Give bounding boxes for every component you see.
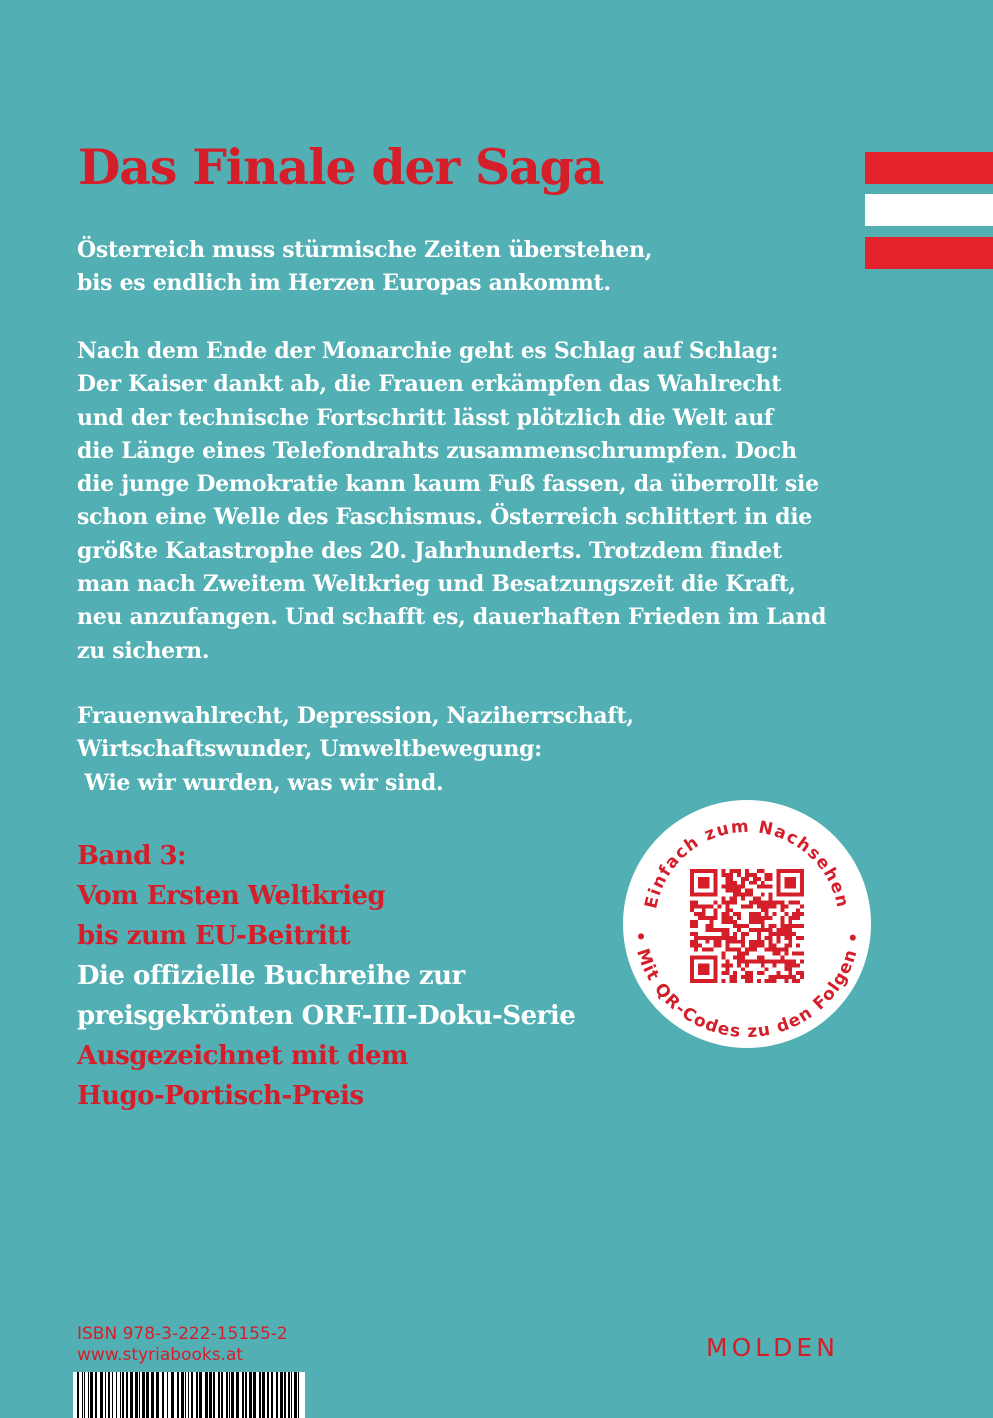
body-line: die junge Demokratie kann kaum Fuß fassen, da überrollt sie <box>77 471 819 498</box>
band-info <box>77 836 575 1116</box>
series-info: Die offizielle Buchreihe zur <box>77 961 465 991</box>
body-line: zu sichern. <box>77 637 210 664</box>
body-line: man nach Zweitem Weltkrieg und Besatzungszeit die Kraft, <box>77 571 796 598</box>
intro-line: bis es endlich im Herzen Europas ankommt. <box>77 270 611 297</box>
body-line: größte Katastrophe des 20. Jahrhunderts. Trotzdem findet <box>77 537 782 564</box>
band-subtitle: Vom Ersten Weltkrieg <box>77 881 386 911</box>
qr-badge <box>623 800 871 1048</box>
isbn-number: ISBN 978-3-222-15155-2 <box>77 1324 288 1344</box>
body-line: Nach dem Ende der Monarchie geht es Schlag auf Schlag: <box>77 338 779 364</box>
qr-code[interactable] <box>690 869 804 983</box>
intro-paragraph <box>77 234 652 301</box>
website-url[interactable]: www.styriabooks.at <box>77 1345 244 1365</box>
band-subtitle: bis zum EU-Beitritt <box>77 921 351 951</box>
award-info: Ausgezeichnet mit dem <box>77 1041 409 1071</box>
austrian-flag-bottom-stripe <box>865 237 993 269</box>
keywords-paragraph <box>77 700 634 800</box>
body-line: Der Kaiser dankt ab, die Frauen erkämpfen das Wahlrecht <box>77 371 782 398</box>
austrian-flag-middle-stripe <box>865 194 993 226</box>
qr-badge-bottom-text: • Mit QR-Codes zu den Folgen • <box>629 929 865 1043</box>
body-line: die Länge eines Telefondrahts zusammenschrumpfen. Doch <box>77 437 797 464</box>
barcode <box>73 1372 305 1418</box>
intro-line: Österreich muss stürmische Zeiten überstehen, <box>77 237 653 263</box>
band-label: Band 3: <box>77 841 187 871</box>
series-info: preisgekrönten ORF-III-Doku-Serie <box>77 1001 576 1031</box>
keywords-line: Wie wir wurden, was wir sind. <box>77 769 444 796</box>
award-info: Hugo-Portisch-Preis <box>77 1081 364 1111</box>
book-title: Das Finale der Saga <box>78 138 604 196</box>
body-paragraph <box>77 335 826 668</box>
body-line: neu anzufangen. Und schafft es, dauerhaften Frieden im Land <box>77 604 827 631</box>
publisher-logo: MOLDEN <box>706 1333 839 1362</box>
austrian-flag-top-stripe <box>865 152 993 184</box>
keywords-line: Wirtschaftswunder, Umweltbewegung: <box>77 736 543 763</box>
body-line: schon eine Welle des Faschismus. Österreich schlittert in die <box>77 504 812 531</box>
body-line: und der technische Fortschritt lässt plötzlich die Welt auf <box>77 404 774 431</box>
isbn-block <box>77 1324 288 1366</box>
qr-badge-top-text: Einfach zum Nachsehen <box>641 816 853 911</box>
keywords-line: Frauenwahlrecht, Depression, Naziherrschaft, <box>77 703 634 729</box>
